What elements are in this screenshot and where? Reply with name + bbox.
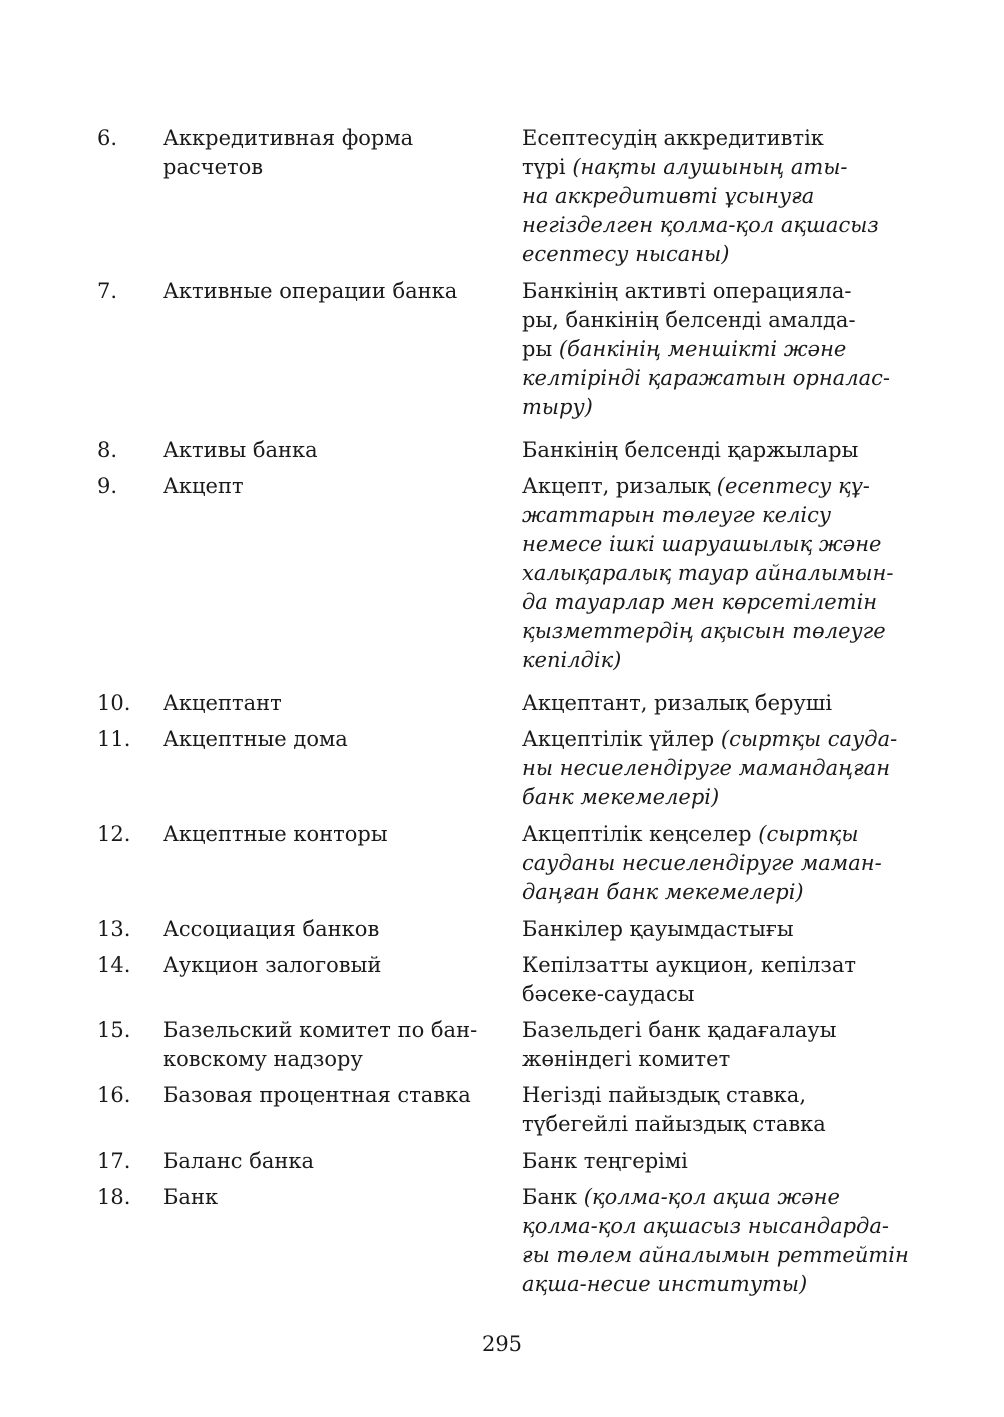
kazakh-explanation: кепілдік) bbox=[522, 648, 622, 672]
kazakh-translation-line bbox=[522, 240, 922, 269]
entry-number: 16. bbox=[97, 1083, 131, 1107]
entry-number: 11. bbox=[97, 727, 131, 751]
kazakh-term-text: Базельдегі банк қадағалауы bbox=[522, 1018, 837, 1042]
kazakh-explanation: қолма-қол ақшасыз нысандарда- bbox=[522, 1214, 889, 1238]
kazakh-term-text: Акцептілік үйлер bbox=[522, 727, 721, 751]
kazakh-translation bbox=[522, 472, 922, 675]
kazakh-explanation: халықаралық тауар айналымын- bbox=[522, 561, 894, 585]
russian-term-line: Акцептные дома bbox=[163, 727, 348, 751]
kazakh-translation-line bbox=[522, 1016, 922, 1045]
kazakh-translation-line bbox=[522, 725, 922, 754]
glossary-entry bbox=[0, 1016, 1004, 1074]
glossary-entry bbox=[0, 436, 1004, 465]
kazakh-translation-line bbox=[522, 820, 922, 849]
kazakh-translation-line bbox=[522, 153, 922, 182]
kazakh-translation-line bbox=[522, 277, 922, 306]
kazakh-explanation: немесе ішкі шаруашылық және bbox=[522, 532, 882, 556]
entry-number: 12. bbox=[97, 822, 131, 846]
russian-term-line: Базовая процентная ставка bbox=[163, 1083, 471, 1107]
russian-term-line: Активы банка bbox=[163, 438, 318, 462]
entry-number: 7. bbox=[97, 279, 118, 303]
entry-number: 9. bbox=[97, 474, 118, 498]
russian-term bbox=[163, 951, 503, 980]
kazakh-translation-line bbox=[522, 182, 922, 211]
glossary-entry bbox=[0, 1081, 1004, 1139]
kazakh-term-text: Кепілзатты аукцион, кепілзат bbox=[522, 953, 857, 977]
kazakh-translation-line bbox=[522, 1212, 922, 1241]
kazakh-translation-line bbox=[522, 559, 922, 588]
glossary-entry bbox=[0, 277, 1004, 422]
kazakh-term-text: Банк теңгерімі bbox=[522, 1149, 688, 1173]
russian-term-line: Акцептные конторы bbox=[163, 822, 388, 846]
glossary-entry bbox=[0, 472, 1004, 675]
kazakh-translation bbox=[522, 689, 922, 718]
kazakh-translation-line bbox=[522, 588, 922, 617]
kazakh-term-text: жөніндегі комитет bbox=[522, 1047, 731, 1071]
glossary-entry bbox=[0, 915, 1004, 944]
russian-term-line: Ассоциация банков bbox=[163, 917, 380, 941]
russian-term-line: Аккредитивная форма bbox=[163, 126, 414, 150]
kazakh-term-text: Банкінің активті операцияла- bbox=[522, 279, 852, 303]
kazakh-translation bbox=[522, 951, 922, 1009]
kazakh-term-text: Акцептант, ризалық беруші bbox=[522, 691, 833, 715]
kazakh-explanation: ғы төлем айналымын реттейтін bbox=[522, 1243, 909, 1267]
kazakh-translation-line bbox=[522, 1241, 922, 1270]
russian-term-line: Активные операции банка bbox=[163, 279, 458, 303]
kazakh-explanation: (есептесу құ- bbox=[716, 474, 870, 498]
kazakh-translation bbox=[522, 277, 922, 422]
entry-number: 13. bbox=[97, 917, 131, 941]
entry-number: 15. bbox=[97, 1018, 131, 1042]
kazakh-translation-line bbox=[522, 689, 922, 718]
kazakh-translation-line bbox=[522, 1045, 922, 1074]
russian-term-line: Базельский комитет по бан- bbox=[163, 1018, 478, 1042]
russian-term bbox=[163, 1183, 503, 1212]
kazakh-translation-line bbox=[522, 646, 922, 675]
russian-term bbox=[163, 725, 503, 754]
kazakh-term-text: Банкінің белсенді қаржылары bbox=[522, 438, 859, 462]
entry-number: 8. bbox=[97, 438, 118, 462]
kazakh-explanation: ны несиелендіруге мамандаңған bbox=[522, 756, 891, 780]
russian-term-line: Акцептант bbox=[163, 691, 282, 715]
kazakh-translation bbox=[522, 1147, 922, 1176]
russian-term bbox=[163, 820, 503, 849]
kazakh-translation-line bbox=[522, 364, 922, 393]
russian-term-line: ковскому надзору bbox=[163, 1047, 363, 1071]
russian-term bbox=[163, 472, 503, 501]
glossary-entry bbox=[0, 689, 1004, 718]
russian-term-line: Акцепт bbox=[163, 474, 244, 498]
glossary-entry bbox=[0, 124, 1004, 269]
kazakh-translation-line bbox=[522, 501, 922, 530]
kazakh-translation-line bbox=[522, 849, 922, 878]
glossary-entry bbox=[0, 725, 1004, 812]
glossary-entry bbox=[0, 951, 1004, 1009]
glossary-entry bbox=[0, 1147, 1004, 1176]
russian-term-line: Банк bbox=[163, 1185, 219, 1209]
kazakh-translation-line bbox=[522, 1147, 922, 1176]
kazakh-translation-line bbox=[522, 878, 922, 907]
kazakh-explanation: да тауарлар мен көрсетілетін bbox=[522, 590, 878, 614]
kazakh-translation-line bbox=[522, 472, 922, 501]
russian-term bbox=[163, 436, 503, 465]
kazakh-explanation: банк мекемелері) bbox=[522, 785, 720, 809]
russian-term bbox=[163, 277, 503, 306]
kazakh-explanation: сауданы несиелендіруге маман- bbox=[522, 851, 882, 875]
kazakh-term-text: Акцептілік кеңселер bbox=[522, 822, 759, 846]
kazakh-explanation: (нақты алушының аты- bbox=[572, 155, 848, 179]
kazakh-term-text: Есептесудің аккредитивтік bbox=[522, 126, 824, 150]
russian-term bbox=[163, 1147, 503, 1176]
russian-term bbox=[163, 124, 503, 182]
kazakh-translation-line bbox=[522, 306, 922, 335]
kazakh-translation-line bbox=[522, 915, 922, 944]
entry-number: 17. bbox=[97, 1149, 131, 1173]
kazakh-explanation: ақша-несие институты) bbox=[522, 1272, 808, 1296]
russian-term-line: Аукцион залоговый bbox=[163, 953, 382, 977]
kazakh-translation bbox=[522, 725, 922, 812]
kazakh-translation bbox=[522, 915, 922, 944]
russian-term bbox=[163, 689, 503, 718]
kazakh-explanation: (қолма-қол ақша және bbox=[583, 1185, 840, 1209]
kazakh-translation-line bbox=[522, 980, 922, 1009]
kazakh-explanation: келтірінді қаражатын орналас- bbox=[522, 366, 890, 390]
kazakh-translation bbox=[522, 436, 922, 465]
kazakh-explanation: қызметтердің ақысын төлеуге bbox=[522, 619, 886, 643]
kazakh-term-text: бәсеке-саудасы bbox=[522, 982, 695, 1006]
page-number: 295 bbox=[481, 1332, 523, 1356]
kazakh-translation-line bbox=[522, 436, 922, 465]
russian-term bbox=[163, 1081, 503, 1110]
kazakh-explanation: есептесу нысаны) bbox=[522, 242, 730, 266]
kazakh-translation bbox=[522, 1183, 922, 1299]
kazakh-translation-line bbox=[522, 754, 922, 783]
glossary-table bbox=[0, 124, 1004, 1299]
kazakh-term-text: Акцепт, ризалық bbox=[522, 474, 717, 498]
kazakh-translation-line bbox=[522, 1110, 922, 1139]
kazakh-translation bbox=[522, 820, 922, 907]
kazakh-explanation: на аккредитивті ұсынуға bbox=[522, 184, 815, 208]
glossary-entry bbox=[0, 1183, 1004, 1299]
kazakh-explanation: (банкінің меншікті және bbox=[558, 337, 847, 361]
kazakh-translation-line bbox=[522, 1183, 922, 1212]
kazakh-translation-line bbox=[522, 783, 922, 812]
kazakh-translation-line bbox=[522, 211, 922, 240]
entry-number: 14. bbox=[97, 953, 131, 977]
kazakh-translation bbox=[522, 1016, 922, 1074]
russian-term bbox=[163, 1016, 503, 1074]
kazakh-explanation: жаттарын төлеуге келісу bbox=[522, 503, 832, 527]
kazakh-translation-line bbox=[522, 1270, 922, 1299]
kazakh-translation-line bbox=[522, 951, 922, 980]
kazakh-explanation: негізделген қолма-қол ақшасыз bbox=[522, 213, 879, 237]
glossary-entry bbox=[0, 820, 1004, 907]
kazakh-term-text: түрі bbox=[522, 155, 573, 179]
kazakh-translation bbox=[522, 1081, 922, 1139]
kazakh-term-text: ры, банкінің белсенді амалда- bbox=[522, 308, 856, 332]
kazakh-term-text: Банк bbox=[522, 1185, 584, 1209]
entry-number: 6. bbox=[97, 126, 118, 150]
kazakh-translation bbox=[522, 124, 922, 269]
kazakh-translation-line bbox=[522, 124, 922, 153]
kazakh-explanation: (сыртқы bbox=[758, 822, 859, 846]
kazakh-term-text: Негізді пайыздық ставка, bbox=[522, 1083, 807, 1107]
entry-number: 10. bbox=[97, 691, 131, 715]
kazakh-translation-line bbox=[522, 1081, 922, 1110]
kazakh-explanation: (сыртқы сауда- bbox=[720, 727, 898, 751]
kazakh-term-text: ры bbox=[522, 337, 559, 361]
kazakh-explanation: тыру) bbox=[522, 395, 593, 419]
kazakh-translation-line bbox=[522, 335, 922, 364]
entry-number: 18. bbox=[97, 1185, 131, 1209]
russian-term-line: Баланс банка bbox=[163, 1149, 315, 1173]
kazakh-term-text: Банкілер қауымдастығы bbox=[522, 917, 794, 941]
russian-term bbox=[163, 915, 503, 944]
kazakh-translation-line bbox=[522, 617, 922, 646]
russian-term-line: расчетов bbox=[163, 155, 264, 179]
kazakh-translation-line bbox=[522, 393, 922, 422]
kazakh-term-text: түбегейлі пайыздық ставка bbox=[522, 1112, 826, 1136]
kazakh-explanation: даңған банк мекемелері) bbox=[522, 880, 804, 904]
kazakh-translation-line bbox=[522, 530, 922, 559]
